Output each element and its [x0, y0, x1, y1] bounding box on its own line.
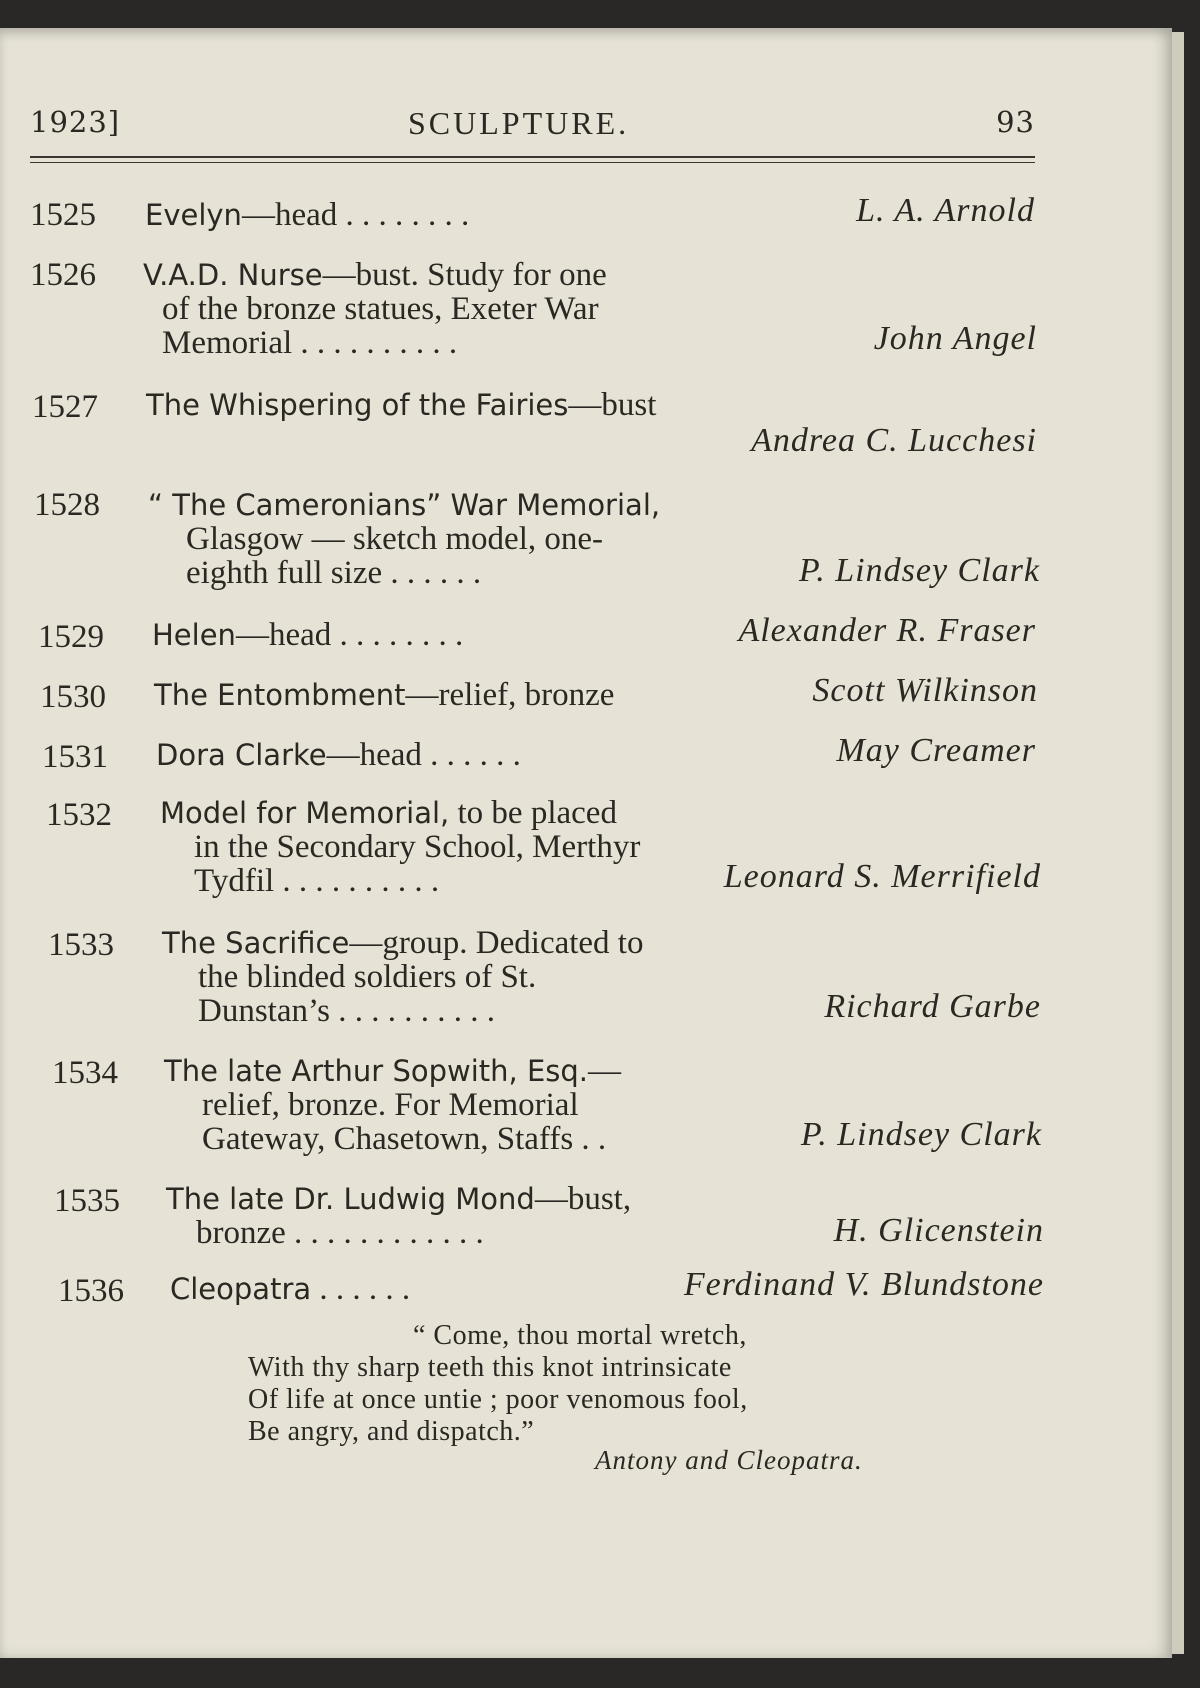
- catalogue-entry: [48, 926, 1041, 1036]
- entry-description: [154, 678, 614, 712]
- entry-continuation: in the Secondary School, Merthyr Tydfil . . . . . . . . . .: [194, 829, 641, 899]
- entry-description: [166, 1182, 631, 1216]
- entry-continuation: the blinded soldiers of St. Dunstan’s . . . . . . . . . .: [198, 959, 537, 1029]
- entry-description: [143, 258, 607, 292]
- entry-text: —group. Dedicated to: [349, 925, 644, 961]
- entry-artist: Richard Garbe: [824, 988, 1041, 1025]
- catalogue-entry: [32, 388, 1037, 468]
- entry-title: The Entombment: [154, 678, 406, 712]
- quote-line: With thy sharp teeth this knot intrinsicate: [248, 1352, 732, 1383]
- entry-number: 1532: [46, 797, 112, 833]
- entry-number: 1533: [48, 927, 114, 963]
- page-edge: [1172, 32, 1184, 1654]
- entry-description: [152, 618, 463, 652]
- entry-number: 1529: [38, 619, 104, 655]
- entry-description: [146, 388, 656, 422]
- entry-description: [148, 488, 660, 522]
- entry-title: Model for Memorial,: [160, 796, 450, 830]
- entry-description: [164, 1054, 621, 1088]
- shakespeare-quote: [248, 1320, 748, 1448]
- header-title: SCULPTURE.: [408, 105, 630, 141]
- running-header: [30, 105, 1035, 145]
- catalogue-entry: [40, 672, 1038, 718]
- catalogue-entry: [52, 1054, 1042, 1164]
- entry-text: —head: [241, 197, 338, 233]
- catalogue-entry: [46, 796, 1041, 906]
- entry-continuation: relief, bronze. For Memorial Gateway, Chasetown, Staffs . .: [202, 1087, 607, 1157]
- entry-text: —bust,: [534, 1181, 632, 1217]
- entry-artist: May Creamer: [836, 732, 1036, 769]
- entry-description: [162, 926, 643, 960]
- header-year: 1923]: [30, 105, 121, 139]
- header-rule: [30, 156, 1035, 158]
- entry-text: —bust. Study for one: [322, 257, 607, 293]
- catalogue-entry: [58, 1266, 1044, 1312]
- entry-continuation: of the bronze statues, Exeter War Memorial . . . . . . . . . .: [162, 291, 599, 361]
- entry-title: Dora Clarke: [156, 738, 327, 772]
- entry-number: 1530: [40, 679, 106, 715]
- entry-number: 1525: [30, 197, 96, 233]
- entry-text: —bust: [568, 387, 657, 423]
- header-rule-thin: [30, 162, 1035, 163]
- entry-number: 1535: [54, 1183, 120, 1219]
- catalogue-entry: [30, 192, 1035, 238]
- entry-title: Helen: [152, 618, 236, 652]
- entry-title: “ The Cameronians” War Memorial,: [148, 488, 661, 522]
- entry-continuation: bronze . . . . . . . . . . . .: [196, 1215, 484, 1251]
- entry-artist: Andrea C. Lucchesi: [751, 422, 1037, 459]
- entry-artist: H. Glicenstein: [833, 1212, 1044, 1249]
- quote-source: Antony and Cleopatra.: [595, 1445, 863, 1475]
- entry-title: The Whispering of the Fairies: [146, 388, 569, 422]
- entry-artist: Leonard S. Merrifield: [723, 858, 1041, 895]
- entry-text: —head . . . . . . . .: [235, 617, 464, 653]
- entry-leader: . . . . . . . .: [337, 197, 470, 233]
- entry-title: The Sacrifice: [162, 926, 350, 960]
- entry-text: . . . . . .: [311, 1271, 411, 1307]
- catalogue-entry: [34, 488, 1040, 598]
- entry-title: V.A.D. Nurse: [143, 258, 323, 292]
- page-number: 93: [996, 105, 1035, 139]
- entry-artist: P. Lindsey Clark: [798, 552, 1040, 589]
- entry-description: [170, 1272, 410, 1306]
- entry-artist: Alexander R. Fraser: [738, 612, 1036, 649]
- quote-line: “ Come, thou mortal wretch,: [413, 1320, 747, 1351]
- entry-number: 1531: [42, 739, 108, 775]
- entry-title: Evelyn: [145, 198, 242, 232]
- entry-description: [156, 738, 521, 772]
- quote-line: Be angry, and dispatch.”: [248, 1416, 535, 1447]
- entry-text: —head . . . . . .: [326, 737, 521, 773]
- entry-title: The late Arthur Sopwith, Esq.: [164, 1054, 589, 1088]
- entry-continuation: Glasgow — sketch model, one- eighth full size . . . . . .: [186, 521, 603, 591]
- entry-description: [160, 796, 617, 830]
- catalogue-entry: [38, 612, 1036, 658]
- quote-line: Of life at once untie ; poor venomous fool,: [248, 1384, 748, 1415]
- entry-number: 1536: [58, 1273, 124, 1309]
- catalogue-entry: [54, 1182, 1044, 1258]
- entry-artist: Scott Wilkinson: [812, 672, 1038, 709]
- entry-text: —: [588, 1053, 622, 1089]
- entry-number: 1526: [30, 257, 96, 293]
- entry-description: [145, 198, 469, 232]
- entry-artist: Ferdinand V. Blundstone: [683, 1266, 1044, 1303]
- entry-title: Cleopatra: [170, 1272, 312, 1306]
- catalogue-entry: [42, 732, 1036, 778]
- entry-artist: P. Lindsey Clark: [800, 1116, 1042, 1153]
- entry-text: to be placed: [449, 795, 617, 831]
- entry-number: 1528: [34, 487, 100, 523]
- entry-text: —relief, bronze: [405, 677, 615, 713]
- entry-artist: John Angel: [873, 320, 1037, 357]
- catalogue-entry: [30, 258, 1037, 368]
- entry-number: 1527: [32, 389, 98, 425]
- entry-title: The late Dr. Ludwig Mond: [166, 1182, 535, 1216]
- entry-artist: L. A. Arnold: [856, 192, 1035, 229]
- entry-number: 1534: [52, 1055, 118, 1091]
